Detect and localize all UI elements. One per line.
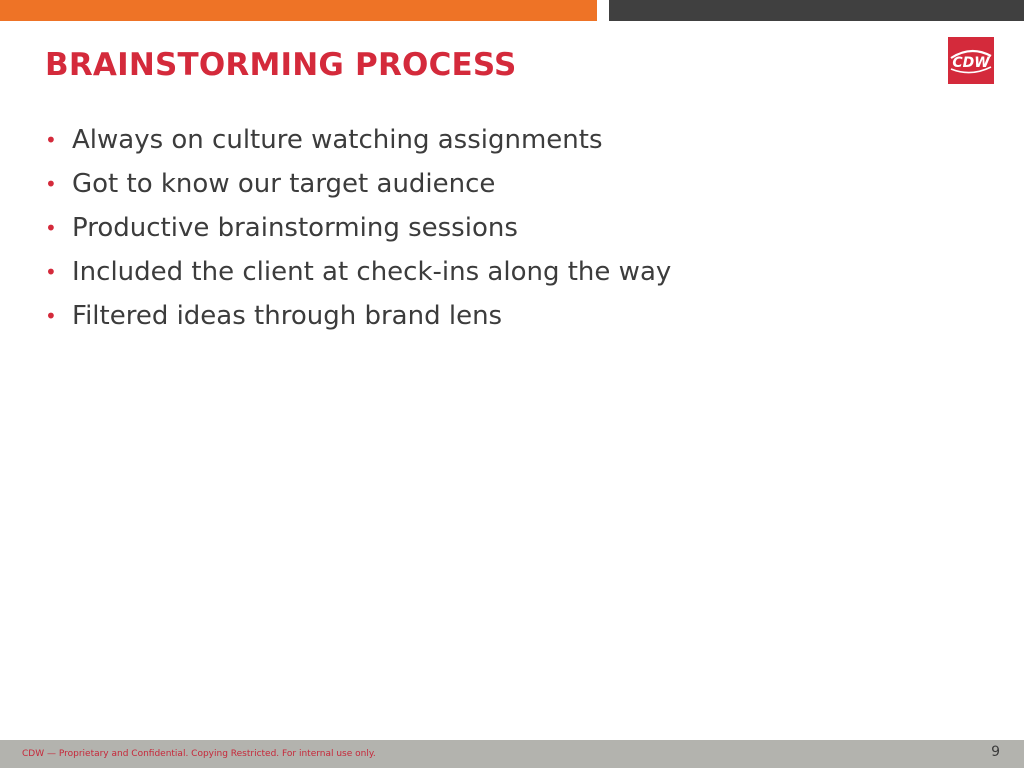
bullet-icon: •	[45, 260, 57, 284]
bullet-icon: •	[45, 304, 57, 328]
bullet-text: Got to know our target audience	[72, 169, 496, 199]
slide-title: BRAINSTORMING PROCESS	[45, 47, 517, 83]
list-item	[45, 294, 671, 338]
list-item	[45, 250, 671, 294]
cdw-logo-icon	[948, 37, 994, 84]
list-item	[45, 206, 671, 250]
bullet-icon: •	[45, 172, 57, 196]
logo-text: CDW	[952, 55, 990, 71]
bullet-text: Included the client at check-ins along the way	[72, 257, 672, 287]
list-item	[45, 162, 671, 206]
top-bar-orange	[0, 0, 597, 21]
footer-bar	[0, 740, 1024, 768]
bullet-icon: •	[45, 128, 57, 152]
bullet-icon: •	[45, 216, 57, 240]
bullet-text: Productive brainstorming sessions	[72, 213, 518, 243]
bullet-list	[45, 118, 671, 338]
list-item	[45, 118, 671, 162]
bullet-text: Always on culture watching assignments	[72, 125, 603, 155]
footer-confidential-text: CDW — Proprietary and Confidential. Copying Restricted. For internal use only.	[22, 749, 376, 759]
page-number: 9	[991, 744, 1000, 760]
bullet-text: Filtered ideas through brand lens	[72, 301, 503, 331]
top-bar-gray	[609, 0, 1024, 21]
